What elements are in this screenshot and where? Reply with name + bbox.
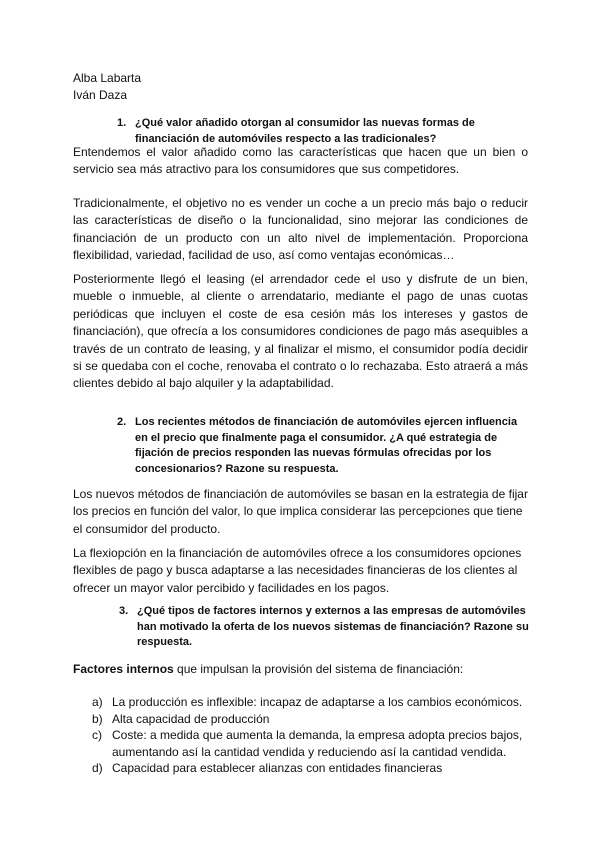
factors-list bbox=[92, 694, 532, 777]
factors-heading-bold: Factores internos bbox=[73, 662, 174, 676]
question-text: ¿Qué valor añadido otorgan al consumidor las nuevas formas de financiación de automóviles respecto a las tradicionales? bbox=[135, 117, 475, 145]
list-marker: b) bbox=[92, 711, 103, 726]
list-marker: a) bbox=[92, 695, 103, 709]
question-number: 1. bbox=[117, 117, 127, 129]
list-item-text: Alta capacidad de producción bbox=[112, 711, 270, 726]
paragraph: Entendemos el valor añadido como las características que hacen que un bien o servicio sea más atractivo para los consumidores que sus competidores. bbox=[73, 145, 528, 177]
question-number: 2. bbox=[117, 416, 127, 428]
paragraph: Tradicionalmente, el objetivo no es vender un coche a un precio más bajo o reducir las características de diseño o la funcionalidad, sino mejorar las condiciones de financiación de un producto con un alto nivel de implementación. Proporciona flexibilidad, variedad, facilidad de uso, así como ventajas económicas… bbox=[73, 196, 528, 263]
paragraph: Los nuevos métodos de financiación de automóviles se basan en la estrategia de fijar los precios en función del valor, lo que implica considerar las percepciones que tiene el consumidor del producto. bbox=[73, 487, 528, 536]
list-item bbox=[92, 727, 532, 760]
list-item-text: Coste: a medida que aumenta la demanda, la empresa adopta precios bajos, aumentando así la cantidad vendida y reduciendo así la cantidad vendida. bbox=[112, 728, 523, 759]
author-name: Iván Daza bbox=[73, 88, 128, 102]
question-text: Los recientes métodos de financiación de automóviles ejercen influencia en el precio que finalmente paga el consumidor. ¿A qué estrategia de fijación de precios responden las nuevas fórmulas ofrecidas por los concesionarios? Razone su respuesta. bbox=[135, 416, 518, 475]
author-block bbox=[73, 70, 141, 104]
paragraph: La flexiopción en la financiación de automóviles ofrece a los consumidores opciones flexibles de pago y busca adaptarse a las necesidades financieras de los clientes al ofrecer un mayor valor percibido y facilidades en los pagos. bbox=[73, 546, 522, 595]
question-3 bbox=[119, 604, 532, 651]
list-item bbox=[92, 760, 532, 777]
question-2 bbox=[117, 415, 530, 477]
factors-heading-rest: que impulsan la provisión del sistema de financiación: bbox=[173, 662, 464, 676]
list-item-text: La producción es inflexible: incapaz de adaptarse a los cambios económicos. bbox=[112, 695, 523, 709]
paragraph: Posteriormente llegó el leasing (el arrendador cede el uso y disfrute de un bien, mueble o inmueble, al cliente o arrendatario, mediante el pago de unas cuotas periódicas que incluyen el coste de esa cesión más los intereses y gastos de financiación), que ofrecía a los consumidores condiciones de pago más asequibles a través de un contrato de leasing, y al finalizar el mismo, el consumidor podía decidir si se quedaba con el coche, renovaba el contrato o lo rechazaba. Esto atraerá a más clientes debido al bajo alquiler y la adaptabilidad. bbox=[73, 272, 528, 391]
list-marker: d) bbox=[92, 761, 103, 775]
question-number: 3. bbox=[119, 605, 129, 617]
list-item bbox=[92, 694, 532, 711]
list-item bbox=[92, 711, 532, 728]
factors-heading bbox=[73, 661, 463, 678]
list-item-text: Capacidad para establecer alianzas con entidades financieras bbox=[112, 761, 443, 775]
list-marker: c) bbox=[92, 728, 102, 742]
author-name: Alba Labarta bbox=[73, 71, 142, 85]
question-text: ¿Qué tipos de factores internos y externos a las empresas de automóviles han motivado la oferta de los nuevos sistemas de financiación? Razone su respuesta. bbox=[137, 605, 529, 648]
question-1 bbox=[117, 116, 535, 147]
